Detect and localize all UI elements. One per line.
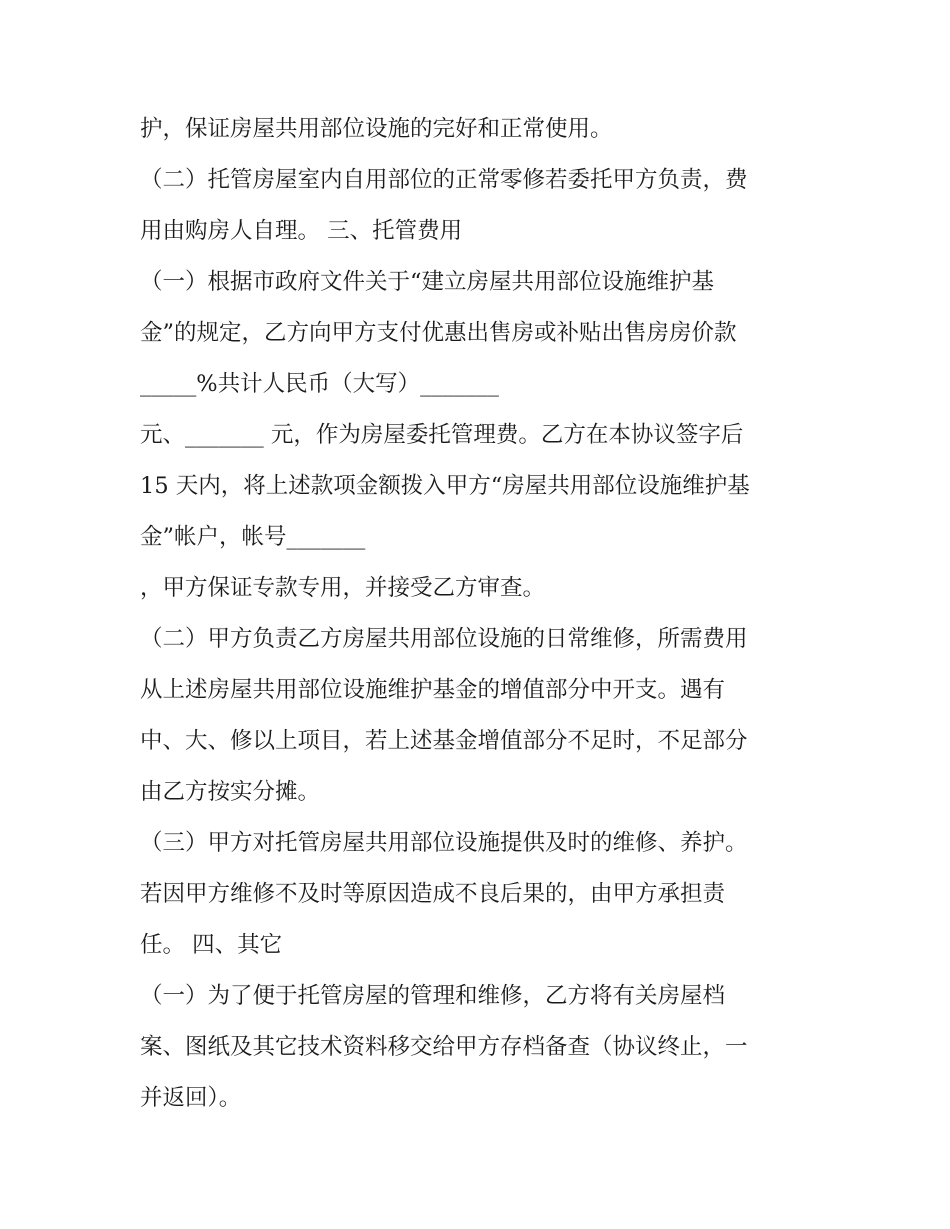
text-line: 任。 四、其它 xyxy=(140,932,283,958)
text-line: 中、大、修以上项目，若上述基金增值部分不足时，不足部分 xyxy=(140,728,748,754)
text-line: 案、图纸及其它技术资料移交给甲方存档备查（协议终止，一 xyxy=(140,1034,748,1060)
text-line: _____%共计人民币（大写）_______ xyxy=(140,371,499,397)
text-line: （二）甲方负责乙方房屋共用部位设施的日常维修，所需费用 xyxy=(140,626,748,652)
text-line: （三）甲方对托管房屋共用部位设施提供及时的维修、养护。 xyxy=(140,830,748,856)
text-line: 护，保证房屋共用部位设施的完好和正常使用。 xyxy=(140,116,613,142)
text-line: 由乙方按实分摊。 xyxy=(140,779,321,805)
text-line: 金”帐户，帐号_______ xyxy=(140,524,366,550)
text-line: （二）托管房屋室内自用部位的正常零修若委托甲方负责，费 xyxy=(140,167,748,193)
text-line: 元、_______ 元，作为房屋委托管理费。乙方在本协议签字后 xyxy=(140,422,744,448)
text-line: （一）根据市政府文件关于“建立房屋共用部位设施维护基 xyxy=(140,269,715,295)
text-line: 从上述房屋共用部位设施维护基金的增值部分中开支。遇有 xyxy=(140,677,726,703)
text-line: 15 天内，将上述款项金额拨入甲方“房屋共用部位设施维护基 xyxy=(140,473,750,499)
text-line: （一）为了便于托管房屋的管理和维修，乙方将有关房屋档 xyxy=(140,983,726,1009)
text-line: ，甲方保证专款专用，并接受乙方审查。 xyxy=(140,575,546,601)
text-line: 用由购房人自理。 三、托管费用 xyxy=(140,218,463,244)
text-line: 若因甲方维修不及时等原因造成不良后果的，由甲方承担责 xyxy=(140,881,726,907)
text-line: 金”的规定，乙方向甲方支付优惠出售房或补贴出售房房价款 xyxy=(140,320,737,346)
text-line: 并返回）。 xyxy=(140,1085,242,1111)
document-body xyxy=(140,104,820,1124)
